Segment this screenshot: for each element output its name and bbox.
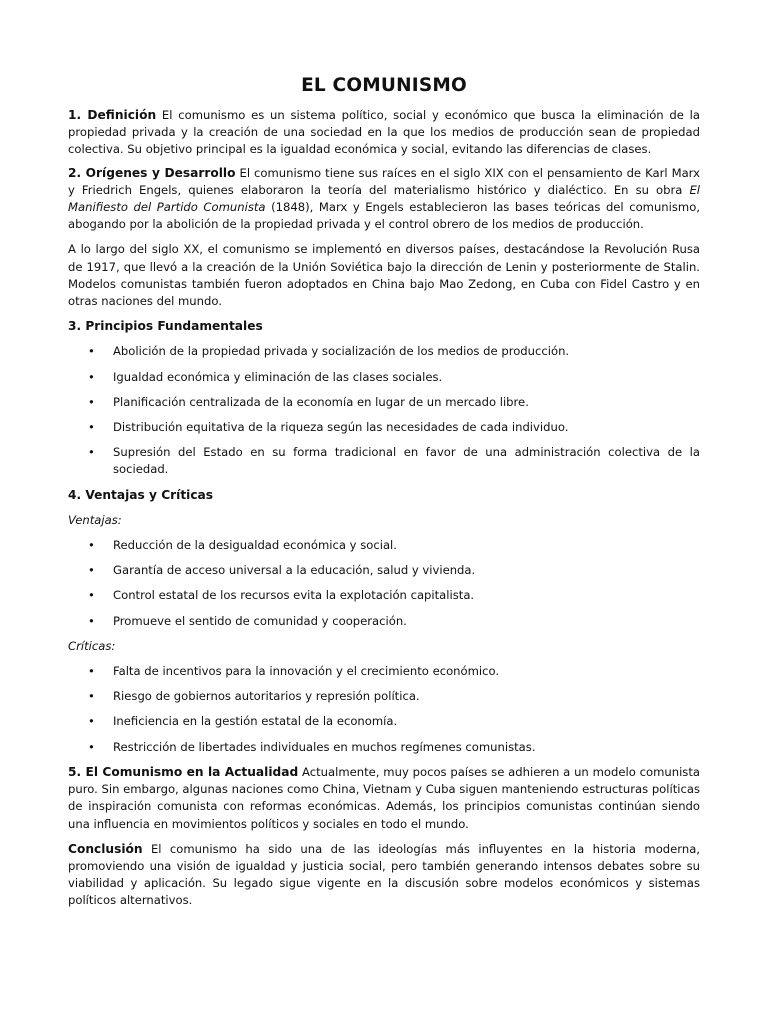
section-text: El comunismo es un sistema político, social y económico que busca la eliminación de la propiedad privada y la creación de una sociedad en la que los medios de producción sean de propiedad colectiva. Su objetivo principal es la igualdad económica y social, evitando las diferencias de clases. <box>68 108 700 157</box>
section-conclusion <box>68 841 700 910</box>
work-title: El Manifiesto del Partido Comunista <box>68 182 700 215</box>
section-text: El comunismo ha sido una de las ideologías más influyentes en la historia moderna, promoviendo una visión de igualdad y justicia social, pero también generando intensos debates sobre su viabilidad y aplicación. Su legado sigue vigente en la discusión sobre modelos económicos y sistemas políticos alternativos. <box>68 841 700 908</box>
bullet-icon: • <box>88 588 95 603</box>
bullet-icon: • <box>88 664 95 679</box>
section-heading: 3. Principios Fundamentales <box>68 319 263 334</box>
bullet-icon: • <box>88 714 95 729</box>
criticas-list <box>68 663 700 756</box>
list-item: • Planificación centralizada de la economía en lugar de un mercado libre. <box>68 394 700 411</box>
bullet-icon: • <box>88 613 95 628</box>
list-item: • Abolición de la propiedad privada y socialización de los medios de producción. <box>68 343 700 360</box>
paragraph-siglo-xx: A lo largo del siglo XX, el comunismo se implementó en diversos países, destacándose la Revolución Rusa de 1917, que llevó a la creación de la Unión Soviética bajo la dirección de Lenin y posteriormente de Stalin. Modelos comunistas también fueron adoptados en China bajo Mao Zedong, en Cuba con Fidel Castro y en otras naciones del mundo. <box>68 242 700 309</box>
ventajas-list <box>68 537 700 630</box>
section-text: Actualmente, muy pocos países se adhieren a un modelo comunista puro. Sin embargo, algunas naciones como China, Vietnam y Cuba siguen manteniendo estructuras políticas de inspiración comunista con reformas económicas. Además, los principios comunistas continúan siendo una influencia en movimientos políticos y sociales en todo el mundo. <box>68 764 700 831</box>
section-text: (1848), Marx y Engels establecieron las bases teóricas del comunismo, abogando por la abolición de la propiedad privada y el control obrero de los medios de producción. <box>68 200 700 232</box>
list-item: • Supresión del Estado en su forma tradicional en favor de una administración colectiva de la sociedad. <box>88 445 700 477</box>
bullet-icon: • <box>88 369 95 384</box>
bullet-icon: • <box>88 739 95 754</box>
bullet-icon: • <box>88 344 95 359</box>
section-principios <box>68 318 700 335</box>
list-item: • Distribución equitativa de la riqueza según las necesidades de cada individuo. <box>68 419 700 436</box>
criticas-label: Críticas: <box>68 638 116 653</box>
section-heading: 2. Orígenes y Desarrollo <box>68 165 236 180</box>
principios-list <box>68 343 700 478</box>
bullet-icon: • <box>88 420 95 435</box>
bullet-icon: • <box>88 445 95 460</box>
ventajas-label: Ventajas: <box>68 512 122 527</box>
page-title: EL COMUNISMO <box>301 75 467 96</box>
bullet-icon: • <box>88 689 95 704</box>
section-text: El comunismo tiene sus raíces en el siglo XIX con el pensamiento de Karl Marx y Friedrich Engels, quienes elaboraron la teoría del materialismo histórico y dialéctico. En su obra <box>68 165 700 197</box>
section-actualidad <box>68 764 700 833</box>
bullet-icon: • <box>88 538 95 553</box>
section-origenes <box>68 165 700 234</box>
list-item: • Promueve el sentido de comunidad y cooperación. <box>68 613 700 630</box>
list-item: • Falta de incentivos para la innovación y el crecimiento económico. <box>68 663 700 680</box>
list-item: • Reducción de la desigualdad económica y social. <box>68 537 700 554</box>
list-item: • Igualdad económica y eliminación de las clases sociales. <box>68 369 700 386</box>
list-item: • Restricción de libertades individuales en muchos regímenes comunistas. <box>68 739 700 756</box>
list-item: • Garantía de acceso universal a la educación, salud y vivienda. <box>68 562 700 579</box>
section-heading: 4. Ventajas y Críticas <box>68 487 214 502</box>
section-definicion <box>68 107 700 159</box>
section-heading: Conclusión <box>68 841 143 856</box>
bullet-icon: • <box>88 394 95 409</box>
section-heading: 1. Definición <box>68 108 157 122</box>
section-ventajas-criticas <box>68 487 700 504</box>
list-item: • Control estatal de los recursos evita la explotación capitalista. <box>68 587 700 604</box>
bullet-icon: • <box>88 563 95 578</box>
list-item: • Riesgo de gobiernos autoritarios y represión política. <box>68 688 700 705</box>
section-heading: 5. El Comunismo en la Actualidad <box>68 764 299 779</box>
list-item: • Ineficiencia en la gestión estatal de la economía. <box>68 713 700 730</box>
